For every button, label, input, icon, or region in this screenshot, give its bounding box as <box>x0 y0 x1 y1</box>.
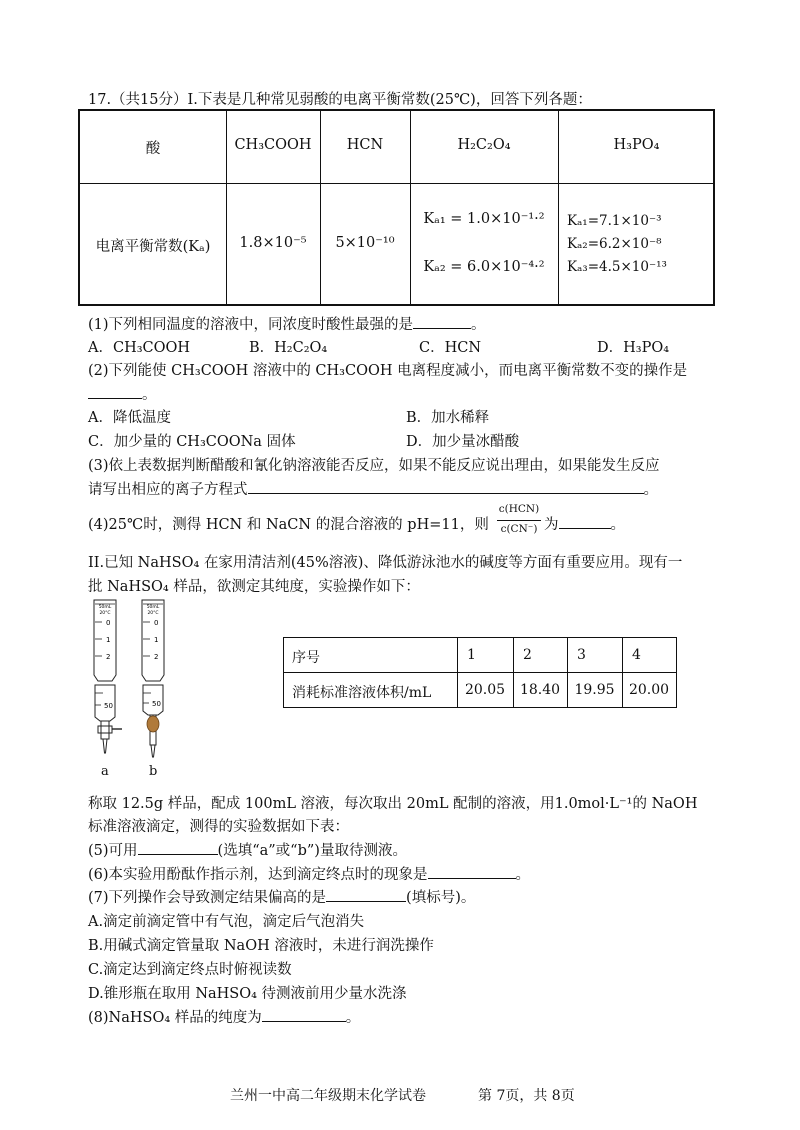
table-value-3: 19.95 <box>574 682 615 698</box>
table-value-4: 20.00 <box>628 682 670 698</box>
q7-line: (7)下列操作会导致测定结果偏高的是 (填标号)。 <box>88 886 475 907</box>
value-h3po4-ka3: Kₐ₃=4.5×10⁻¹³ <box>567 259 667 275</box>
q7-option-a: A.滴定前滴定管中有气泡，滴定后气泡消失 <box>88 914 365 930</box>
q6-line: (6)本实验用酚酞作指示剂，达到滴定终点时的现象是 。 <box>88 863 530 884</box>
burette-label-b: b <box>149 764 158 779</box>
burette-a-tick-0: 0 <box>106 619 111 627</box>
q6-answer-blank[interactable] <box>428 864 516 879</box>
row-label-ka: 电离平衡常数(Kₐ) <box>95 239 211 255</box>
procedure-line1: 称取 12.5g 样品，配成 100mL 溶液，每次取出 20mL 配制的溶液，用1.0mol·L⁻¹的 NaOH <box>88 796 698 812</box>
burette-b <box>142 600 164 757</box>
rubber-tube-glass-bead <box>147 716 159 732</box>
q2-option-c: C．加少量的 CH₃COONa 固体 <box>88 434 296 450</box>
q2-stem: (2)下列能使 CH₃COOH 溶液中的 CH₃COOH 电离程度减小，而电离平衡常数不变的操作是 <box>88 363 688 379</box>
q2-option-b: B．加水稀释 <box>406 410 490 426</box>
q7-option-b: B.用碱式滴定管量取 NaOH 溶液时，未进行润洗操作 <box>88 938 434 954</box>
q4-fraction-denominator: c(CN⁻) <box>500 523 538 535</box>
burette-b-tick-0: 0 <box>154 619 159 627</box>
burette-a-tick-1: 1 <box>106 636 111 644</box>
burette-a-temp: 20°C <box>99 611 111 616</box>
footer-school: 兰州一中高二年级期末化学试卷 <box>230 1088 426 1104</box>
q3-line1: (3)依上表数据判断醋酸和氰化钠溶液能否反应，如果不能反应说出理由，如果能发生反应 <box>88 458 660 474</box>
burette-label-a: a <box>101 764 109 779</box>
q7-option-c: C.滴定达到滴定终点时俯视读数 <box>88 962 292 978</box>
q1-option-a: A．CH₃COOH <box>88 340 191 356</box>
burette-b-tick-2: 2 <box>154 653 159 661</box>
part2-line2: 批 NaHSO₄ 样品，欲测定其纯度，实验操作如下： <box>88 579 420 595</box>
q4-fraction-bar <box>497 520 541 521</box>
q4-answer-blank[interactable] <box>559 514 611 529</box>
header-ch3cooh: CH₃COOH <box>234 137 312 153</box>
q5-line: (5)可用 (选填“a”或“b”)量取待测液。 <box>88 839 407 860</box>
value-h2c2o4-ka2: Kₐ₂ = 6.0×10⁻⁴·² <box>423 259 545 275</box>
q2-blank-line: 。 <box>88 383 157 404</box>
q5-answer-blank[interactable] <box>138 840 218 855</box>
table-row-label-volume: 消耗标准溶液体积/mL <box>292 685 432 701</box>
q2-option-a: A．降低温度 <box>88 410 171 426</box>
question-header: 17.（共15分）I.下表是几种常见弱酸的电离平衡常数(25℃)，回答下列各题： <box>88 92 592 108</box>
table-header-seq: 序号 <box>292 650 320 666</box>
table-header-3: 3 <box>577 647 586 663</box>
table-header-4: 4 <box>632 647 641 663</box>
titration-data-table <box>283 637 677 708</box>
q4-tail-line: 为 。 <box>544 513 625 534</box>
burette-b-tick-50: 50 <box>152 700 161 708</box>
burette-a-tick-2: 2 <box>106 653 111 661</box>
table-header-2: 2 <box>523 647 532 663</box>
q4-fraction-numerator: c(HCN) <box>498 503 540 515</box>
burette-b-capacity: 50mL <box>146 605 160 610</box>
part2-line1: II.已知 NaHSO₄ 在家用清洁剂(45%溶液)、降低游泳池水的碱度等方面有重要应用。现有一 <box>88 555 683 571</box>
q3-answer-blank[interactable] <box>248 479 644 494</box>
q1-option-d: D．H₃PO₄ <box>597 340 670 356</box>
footer-page-number: 第 7页，共 8页 <box>478 1088 575 1104</box>
q8-line: (8)NaHSO₄ 样品的纯度为 。 <box>88 1006 360 1027</box>
header-h3po4: H₃PO₄ <box>613 137 660 153</box>
q2-answer-blank[interactable] <box>88 384 142 399</box>
value-h3po4-ka2: Kₐ₂=6.2×10⁻⁸ <box>567 236 662 252</box>
q8-answer-blank[interactable] <box>262 1007 346 1022</box>
q3-line2: 请写出相应的离子方程式 。 <box>88 478 658 499</box>
value-h2c2o4-ka1: Kₐ₁ = 1.0×10⁻¹·² <box>423 211 545 227</box>
table-header-1: 1 <box>467 647 476 663</box>
value-ch3cooh: 1.8×10⁻⁵ <box>239 235 307 251</box>
value-h3po4-ka1: Kₐ₁=7.1×10⁻³ <box>567 213 662 229</box>
header-acid: 酸 <box>145 141 161 157</box>
table-value-1: 20.05 <box>464 682 506 698</box>
q1-answer-blank[interactable] <box>413 314 471 329</box>
burette-a-tick-50: 50 <box>104 702 113 710</box>
burette-b-tick-1: 1 <box>154 636 159 644</box>
burette-a-capacity: 50mL <box>98 605 112 610</box>
q4-stem: (4)25℃时，测得 HCN 和 NaCN 的混合溶液的 pH=11，则 <box>88 517 489 533</box>
value-hcn: 5×10⁻¹⁰ <box>335 235 395 251</box>
procedure-line2: 标准溶液滴定，测得的实验数据如下表： <box>88 819 349 835</box>
burette-a <box>94 600 122 753</box>
q1-stem: (1)下列相同温度的溶液中，同浓度时酸性最强的是 <box>88 317 414 333</box>
acid-constant-table <box>78 109 715 306</box>
header-h2c2o4: H₂C₂O₄ <box>457 137 511 153</box>
q7-answer-blank[interactable] <box>326 887 406 902</box>
q7-option-d: D.锥形瓶在取用 NaHSO₄ 待测液前用少量水洗涤 <box>88 986 407 1002</box>
q1-stem-line: (1)下列相同温度的溶液中，同浓度时酸性最强的是 。 <box>88 313 486 334</box>
table-value-2: 18.40 <box>519 682 561 698</box>
q1-option-c: C．HCN <box>419 340 482 356</box>
q1-option-b: B．H₂C₂O₄ <box>249 340 328 356</box>
q2-option-d: D．加少量冰醋酸 <box>406 434 520 450</box>
burette-b-temp: 20°C <box>147 611 159 616</box>
header-hcn: HCN <box>346 137 384 153</box>
burette-figure <box>80 595 180 785</box>
